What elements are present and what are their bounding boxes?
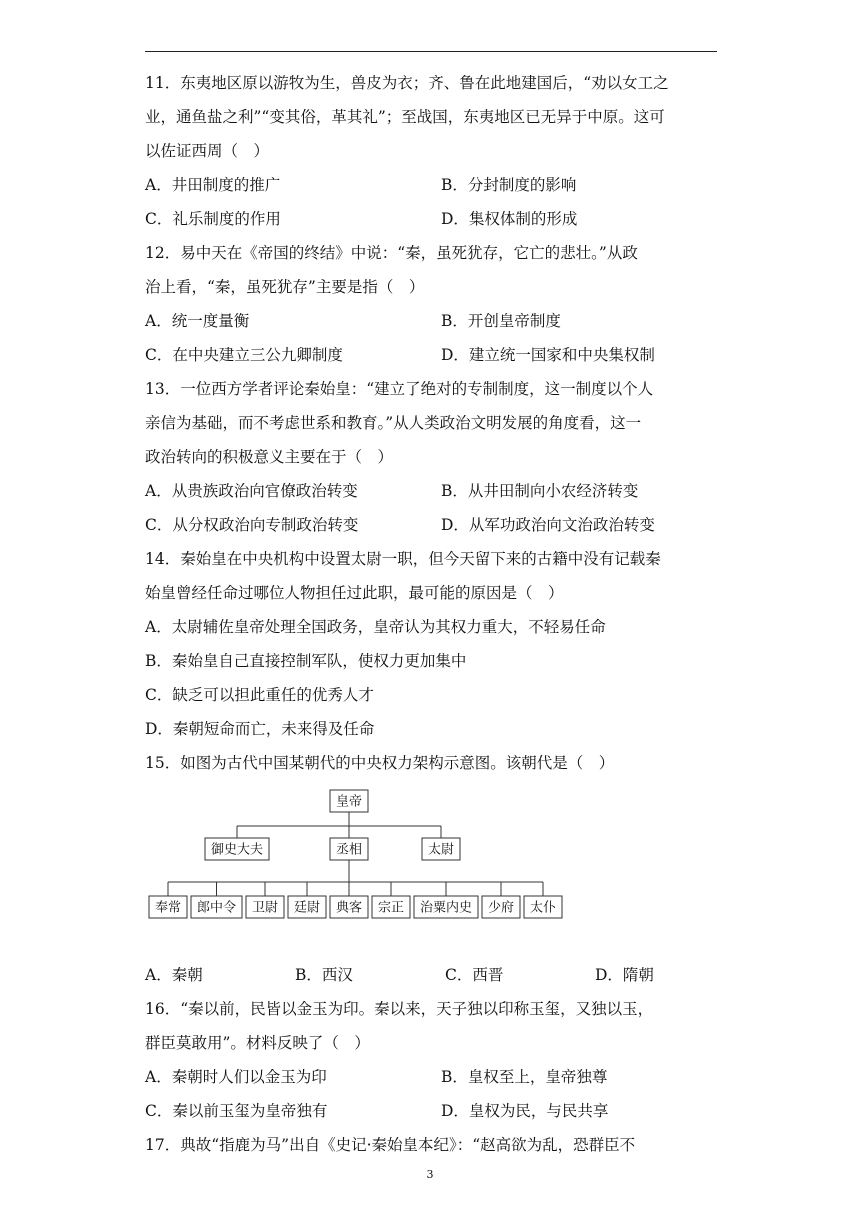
question-13: [145, 372, 717, 542]
question-17: [145, 1128, 717, 1162]
option-row: [145, 1060, 717, 1094]
bottom-node-label: 奉常: [154, 900, 182, 916]
option-a: A．从贵族政治向官僚政治转变: [145, 482, 358, 500]
option-row: [145, 508, 717, 542]
option-c: C．西晋: [445, 966, 504, 984]
question-11: [145, 66, 717, 236]
option-c: C．秦以前玉玺为皇帝独有: [145, 1102, 328, 1120]
bottom-node-label: 郎中令: [196, 900, 237, 916]
option-a: A．井田制度的推广: [145, 176, 281, 194]
bottom-node-label: 宗正: [377, 900, 405, 916]
question-12: [145, 236, 717, 372]
option-b: B．开创皇帝制度: [441, 312, 561, 330]
question-list: [145, 66, 717, 1162]
question-text-line: 14．秦始皇在中央机构中设置太尉一职，但今天留下来的古籍中没有记载秦: [145, 550, 661, 568]
question-14: [145, 542, 717, 746]
question-text-line: 以佐证西周（ ）: [145, 142, 270, 160]
option-b: B．西汉: [295, 966, 353, 984]
option-row: [145, 474, 717, 508]
option-b: B．从井田制向小农经济转变: [441, 482, 639, 500]
question-16: [145, 992, 717, 1128]
middle-node-label: 御史大夫: [210, 842, 264, 858]
question-text-line: 政治转向的积极意义主要在于（ ）: [145, 448, 394, 466]
option-c: C．在中央建立三公九卿制度: [145, 346, 343, 364]
option-d: D．从军功政治向文治政治转变: [441, 516, 655, 534]
bottom-node-label: 典客: [335, 900, 363, 916]
question-text-line: 业，通鱼盐之利”“变其俗，革其礼”；至战国，东夷地区已无异于中原。这可: [145, 108, 665, 126]
option-b: B．分封制度的影响: [441, 176, 577, 194]
question-text-line: 12．易中天在《帝国的终结》中说：“秦，虽死犹存，它亡的悲壮。”从政: [145, 244, 638, 262]
bottom-node-label: 治粟内史: [419, 900, 473, 916]
option-row: [145, 168, 717, 202]
option-a: A．太尉辅佐皇帝处理全国政务，皇帝认为其权力重大，不轻易任命: [145, 618, 606, 636]
option-row: [145, 958, 717, 992]
bottom-node-label: 太仆: [529, 900, 557, 916]
middle-node-label: 太尉: [427, 842, 455, 858]
question-text-line: 17．典故“指鹿为马”出自《史记·秦始皇本纪》：“赵高欲为乱，恐群臣不: [145, 1136, 636, 1154]
option-row: [145, 202, 717, 236]
option-b: B．皇权至上，皇帝独尊: [441, 1068, 608, 1086]
question-text-line: 治上看，“秦，虽死犹存”主要是指（ ）: [145, 278, 425, 296]
bottom-node-label: 廷尉: [293, 900, 321, 916]
question-text-line: 15．如图为古代中国某朝代的中央权力架构示意图。该朝代是（ ）: [145, 754, 615, 772]
middle-node-label: 丞相: [335, 842, 363, 858]
option-a: A．统一度量衡: [145, 312, 250, 330]
option-d: D．隋朝: [595, 966, 654, 984]
question-text-line: 亲信为基础，而不考虑世系和教育。”从人类政治文明发展的角度看，这一: [145, 414, 642, 432]
org-chart-svg: [145, 786, 605, 926]
option-row: [145, 338, 717, 372]
option-c: C．礼乐制度的作用: [145, 210, 281, 228]
option-b: B．秦始皇自己直接控制军队，使权力更加集中: [145, 652, 467, 670]
option-d: D．集权体制的形成: [441, 210, 578, 228]
question-text-line: 11．东夷地区原以游牧为生，兽皮为衣；齐、鲁在此地建国后，“劝以女工之: [145, 74, 669, 92]
question-text-line: 13．一位西方学者评论秦始皇：“建立了绝对的专制制度，这一制度以个人: [145, 380, 654, 398]
question-text-line: 16．“秦以前，民皆以金玉为印。秦以来，天子独以印称玉玺，又独以玉，: [145, 1000, 654, 1018]
header-rule: [145, 51, 717, 52]
option-a: A．秦朝: [145, 966, 203, 984]
option-d: D．秦朝短命而亡，未来得及任命: [145, 720, 375, 738]
page-number: 3: [426, 1168, 434, 1181]
question-text-line: 始皇曾经任命过哪位人物担任过此职，最可能的原因是（ ）: [145, 584, 564, 602]
option-row: [145, 1094, 717, 1128]
bottom-node-label: 卫尉: [251, 900, 279, 916]
option-c: C．缺乏可以担此重任的优秀人才: [145, 686, 374, 704]
top-node-label: 皇帝: [335, 794, 363, 810]
org-chart: [145, 780, 717, 958]
question-text-line: 群臣莫敢用”。材料反映了（ ）: [145, 1034, 370, 1052]
bottom-node-label: 少府: [487, 900, 515, 916]
option-d: D．建立统一国家和中央集权制: [441, 346, 655, 364]
option-d: D．皇权为民，与民共享: [441, 1102, 609, 1120]
option-a: A．秦朝时人们以金玉为印: [145, 1068, 327, 1086]
question-15: [145, 746, 717, 992]
option-row: [145, 304, 717, 338]
option-c: C．从分权政治向专制政治转变: [145, 516, 359, 534]
